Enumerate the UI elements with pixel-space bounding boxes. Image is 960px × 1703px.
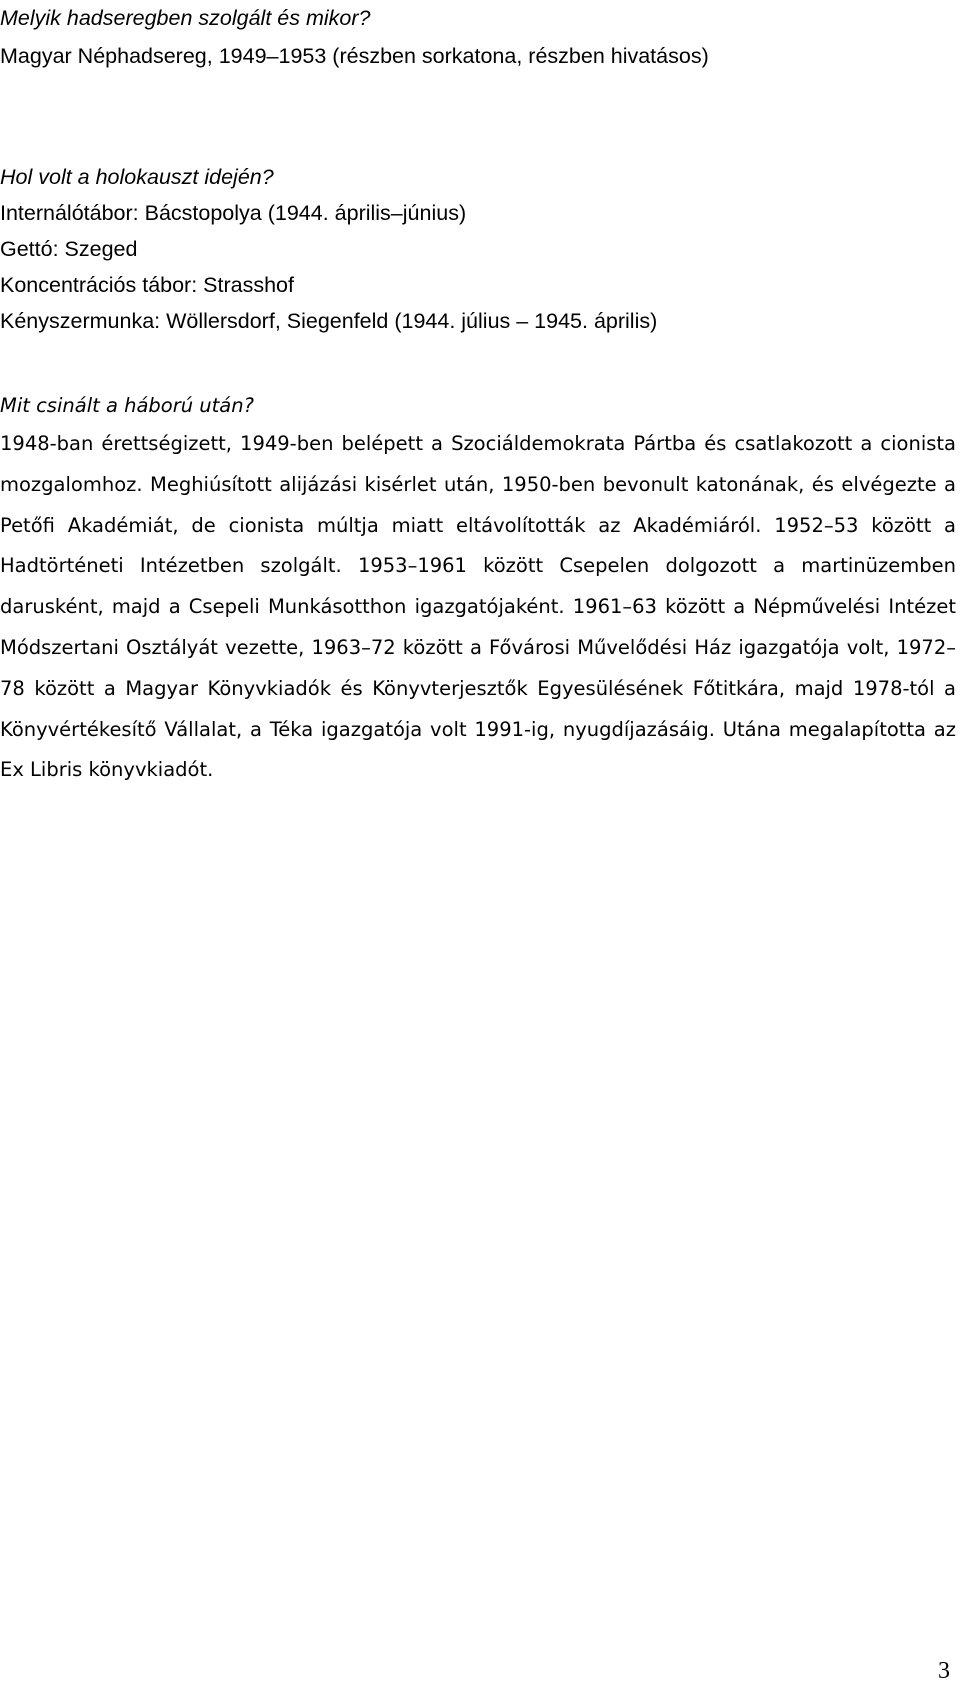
concentration-camp-line: Koncentrációs tábor: Strasshof xyxy=(0,273,294,297)
military-answer: Magyar Néphadsereg, 1949–1953 (részben sorkatona, részben hivatásos) xyxy=(0,44,709,68)
holocaust-section xyxy=(0,159,956,339)
postwar-question: Mit csinált a háború után? xyxy=(0,394,254,417)
holocaust-question: Hol volt a holokauszt idején? xyxy=(0,165,274,189)
postwar-section xyxy=(0,388,956,791)
page-number: 3 xyxy=(938,1658,950,1684)
ghetto-line: Gettó: Szeged xyxy=(0,237,138,261)
postwar-answer: 1948-ban érettségizett, 1949-ben belépett a Szociáldemokrata Pártba és csatlakozott a cionista mozgalomhoz. Meghiúsított alijázási kisérlet után, 1950-ben bevonult katonának, és elvégezte a Petőfi Akadémiát, de cionista múltja miatt eltávolították az Akadémiáról. 1952–53 között a Hadtörténeti Intézetben szolgált. 1953–1961 között Csepelen dolgozott a martinüzemben darusként, majd a Csepeli Munkásotthon igazgatójaként. 1961–63 között a Népművelési Intézet Módszertani Osztályát vezette, 1963–72 között a Fővárosi Művelődési Ház igazgatója volt, 1972–78 között a Magyar Könyvkiadók és Könyvterjesztők Egyesülésének Főtitkára, majd 1978-tól a Könyvértékesítő Vállalat, a Téka igazgatója volt 1991-ig, nyugdíjazásáig. Utána megalapította az Ex Libris könyvkiadót. xyxy=(0,432,956,782)
military-question: Melyik hadseregben szolgált és mikor? xyxy=(0,6,371,30)
internment-camp-line: Internálótábor: Bácstopolya (1944. április–június) xyxy=(0,201,467,225)
military-service-section xyxy=(0,0,956,74)
forced-labour-line: Kényszermunka: Wöllersdorf, Siegenfeld (1944. július – 1945. április) xyxy=(0,309,658,333)
